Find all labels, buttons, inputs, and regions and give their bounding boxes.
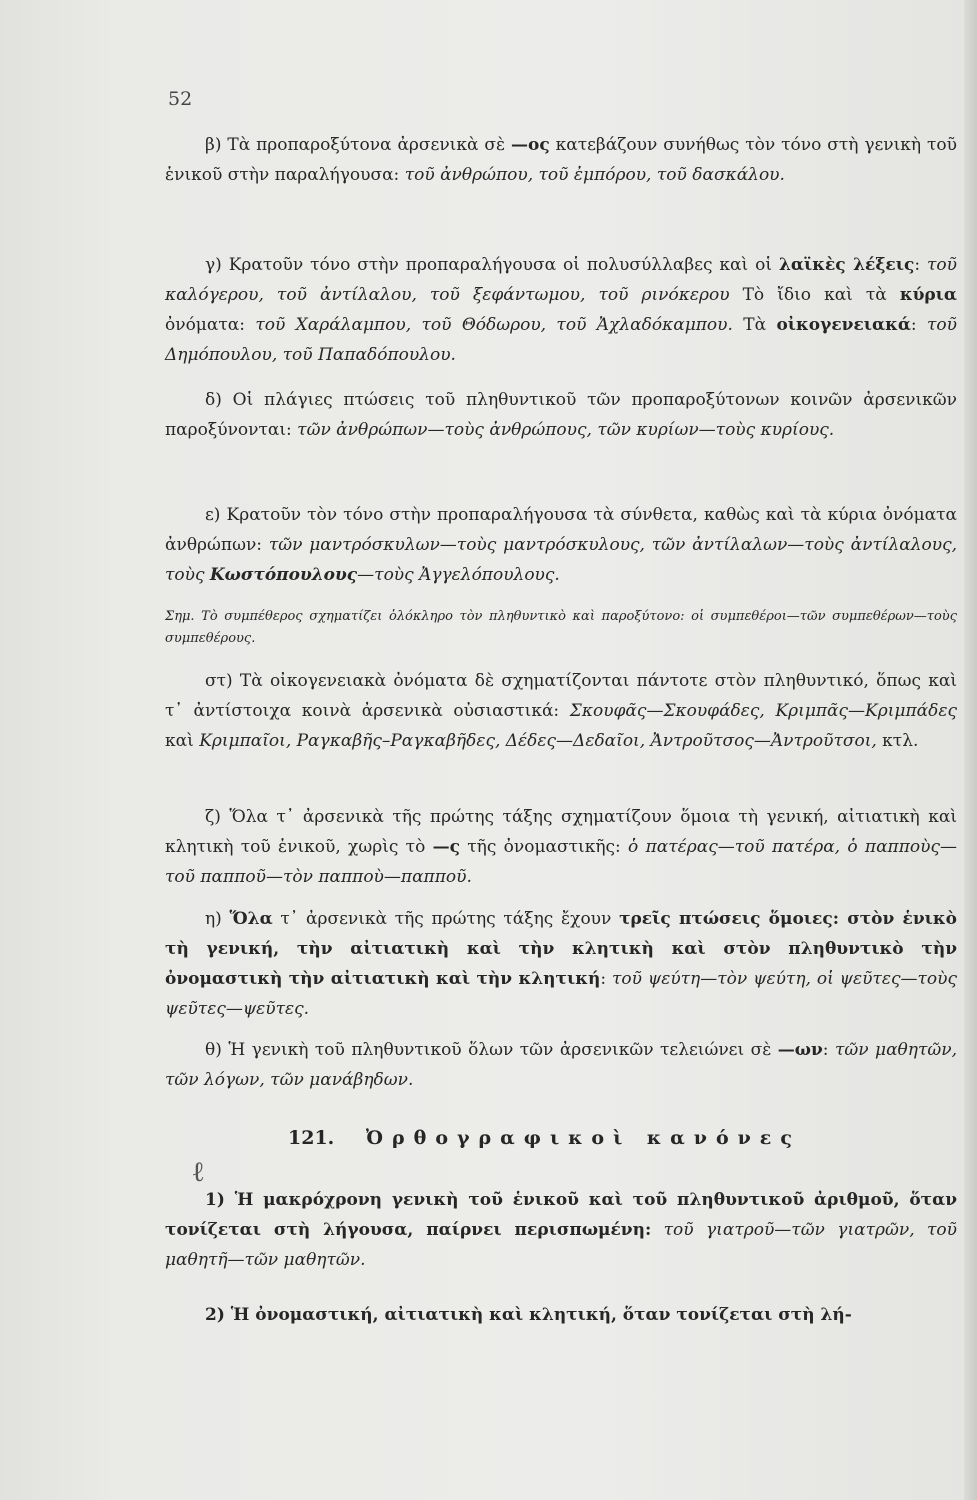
rule-1 bbox=[165, 1185, 957, 1275]
handwritten-mark: ℓ bbox=[193, 1155, 204, 1188]
text-run: Ὅλα bbox=[229, 909, 273, 929]
text-run: τ᾿ ἀρσενικὰ τῆς πρώτης τάξης ἔχουν bbox=[272, 909, 620, 929]
paragraph-beta bbox=[165, 130, 957, 190]
text-run: καὶ bbox=[165, 731, 200, 751]
section-number: 121. bbox=[288, 1127, 335, 1149]
text-run: τοῦ ἀνθρώπου, τοῦ ἐμπόρου, τοῦ δασκάλου. bbox=[404, 165, 785, 185]
text-run: β) Τὰ προπαροξύτονα ἀρσενικὰ σὲ bbox=[205, 135, 511, 155]
text-run: θ) Ἡ γενικὴ τοῦ πληθυντικοῦ ὅλων τῶν ἀρσενικῶν τελειώνει σὲ bbox=[205, 1040, 778, 1060]
text-run: Κριμπαῖοι, Ραγκαβῆς–Ραγκαβῆδες, Δέδες—Δεδαῖοι, Ἀντροῦτσος—Ἀντροῦτσοι, bbox=[199, 731, 877, 751]
section-heading bbox=[288, 1127, 801, 1149]
text-run: η) bbox=[205, 909, 230, 929]
text-run: τῆς ὀνομαστικῆς: bbox=[459, 837, 629, 857]
paragraph-eta bbox=[165, 904, 957, 1024]
text-run: τῶν μαντρόσκυλων—τοὺς μαντρόσκυλους, τῶν ἀντίλαλων—τοὺς ἀντίλαλους, τοὺς bbox=[165, 535, 957, 585]
text-run: 1) Ἡ μακρόχρονη γενικὴ τοῦ ἑνικοῦ καὶ τοῦ πληθυντικοῦ ἀριθμοῦ, ὅταν τονίζεται στὴ λήγουσα, παίρνει περισπωμένη: bbox=[165, 1190, 957, 1240]
text-run: κατεβάζουν συνήθως τὸν τόνο στὴ γενικὴ τοῦ ἑνικοῦ στὴν παραλήγουσα: bbox=[165, 135, 957, 185]
page-fold-shadow bbox=[964, 0, 977, 1500]
text-run: τοῦ Δημόπουλου, τοῦ Παπαδόπουλου. bbox=[165, 315, 957, 365]
paragraph-epsilon bbox=[165, 500, 957, 590]
paragraph-theta bbox=[165, 1035, 957, 1095]
text-run: : bbox=[914, 255, 928, 275]
paragraph-gamma bbox=[165, 250, 957, 370]
text-run: Σημ. Τὸ συμπέθερος σχηματίζει ὁλόκληρο τὸν πληθυντικὸ καὶ παροξύτονο: οἱ συμπεθέροι—τῶν συμπεθέρων—τοὺς συμπεθέρους. bbox=[165, 609, 957, 646]
text-run: στ) Τὰ οἰκογενειακὰ ὀνόματα δὲ σχηματίζονται πάντοτε στὸν πληθυντικό, ὅπως καὶ τ᾿ ἀντίστοιχα κοινὰ ἀρσενικὰ οὐσιαστικά: bbox=[165, 671, 957, 721]
text-run: ὁ πατέρας—τοῦ πατέρα, ὁ παπποὺς—τοῦ παπποῦ—τὸν παπποὺ—παπποῦ. bbox=[165, 837, 957, 887]
text-run: οἰκογενειακά bbox=[776, 315, 911, 335]
paragraph-st bbox=[165, 666, 957, 756]
text-run: ε) Κρατοῦν τὸν τόνο στὴν προπαραλήγουσα τὰ σύνθετα, καθὼς καὶ τὰ κύρια ὀνόματα ἀνθρώπων: bbox=[165, 505, 957, 555]
text-run: δ) Οἱ πλάγιες πτώσεις τοῦ πληθυντικοῦ τῶν προπαροξύτονων κοινῶν ἀρσενικῶν παροξύνονται: bbox=[165, 390, 957, 440]
text-run: : bbox=[910, 315, 928, 335]
text-run: τοῦ γιατροῦ—τῶν γιατρῶν, τοῦ μαθητῆ—τῶν μαθητῶν. bbox=[165, 1220, 957, 1270]
note-paragraph bbox=[165, 606, 957, 650]
paragraph-zeta bbox=[165, 802, 957, 892]
text-run: Σκουφᾶς—Σκουφάδες, Κριμπᾶς—Κριμπάδες bbox=[569, 701, 957, 721]
text-run: τοῦ καλόγερου, τοῦ ἀντίλαλου, τοῦ ξεφάντωμου, τοῦ ρινόκερου bbox=[165, 255, 957, 305]
text-run: ζ) Ὅλα τ᾿ ἀρσενικὰ τῆς πρώτης τάξης σχηματίζουν ὅμοια τὴ γενική, αἰτιατικὴ καὶ κλητικὴ τοῦ ἑνικοῦ, χωρὶς τὸ bbox=[165, 807, 957, 857]
page-number: 52 bbox=[168, 88, 193, 110]
text-run: Τὸ ἴδιο καὶ τὰ bbox=[729, 285, 900, 305]
text-run: —ς bbox=[432, 837, 460, 857]
text-run: —τοὺς Ἀγγελόπουλους. bbox=[357, 565, 560, 585]
rule-2 bbox=[165, 1300, 957, 1330]
section-title: Ὀρθογραφικοὶ κανόνες bbox=[365, 1127, 801, 1149]
text-run: κτλ. bbox=[876, 731, 919, 751]
text-run: τῶν μαθητῶν, τῶν λόγων, τῶν μανάβηδων. bbox=[165, 1040, 957, 1090]
text-run: τῶν ἀνθρώπων—τοὺς ἀνθρώπους, τῶν κυρίων—τοὺς κυρίους. bbox=[297, 420, 835, 440]
text-run: τοῦ Χαράλαμπου, τοῦ Θόδωρου, τοῦ Ἀχλαδόκαμπου. bbox=[255, 315, 733, 335]
text-run: λαϊκὲς λέξεις bbox=[778, 255, 915, 275]
text-run: γ) Κρατοῦν τόνο στὴν προπαραλήγουσα οἱ πολυσύλλαβες καὶ οἱ bbox=[205, 255, 779, 275]
text-run: τρεῖς πτώσεις ὅμοιες: στὸν ἑνικὸ τὴ γενική, τὴν αἰτιατικὴ καὶ τὴν κλητικὴ καὶ στὸν πληθυντικὸ τὴν ὀνομαστικὴ τὴν αἰτιατικὴ καὶ τὴν κλητική bbox=[165, 909, 957, 989]
text-run: 2) Ἡ ὀνομαστική, αἰτιατικὴ καὶ κλητική, ὅταν τονίζεται στὴ λή- bbox=[205, 1305, 852, 1325]
text-run: Τὰ bbox=[732, 315, 777, 335]
text-run: —ος bbox=[510, 135, 550, 155]
text-run: : bbox=[600, 969, 612, 989]
text-run: κύρια bbox=[899, 285, 957, 305]
paragraph-delta bbox=[165, 385, 957, 445]
text-run: —ων bbox=[777, 1040, 823, 1060]
text-run: : bbox=[822, 1040, 835, 1060]
text-run: τοῦ ψεύτη—τὸν ψεύτη, οἱ ψεῦτες—τοὺς ψεῦτες—ψεῦτες. bbox=[165, 969, 957, 1019]
text-run: ὀνόματα: bbox=[165, 315, 256, 335]
text-run: Κωστόπουλους bbox=[209, 565, 358, 585]
